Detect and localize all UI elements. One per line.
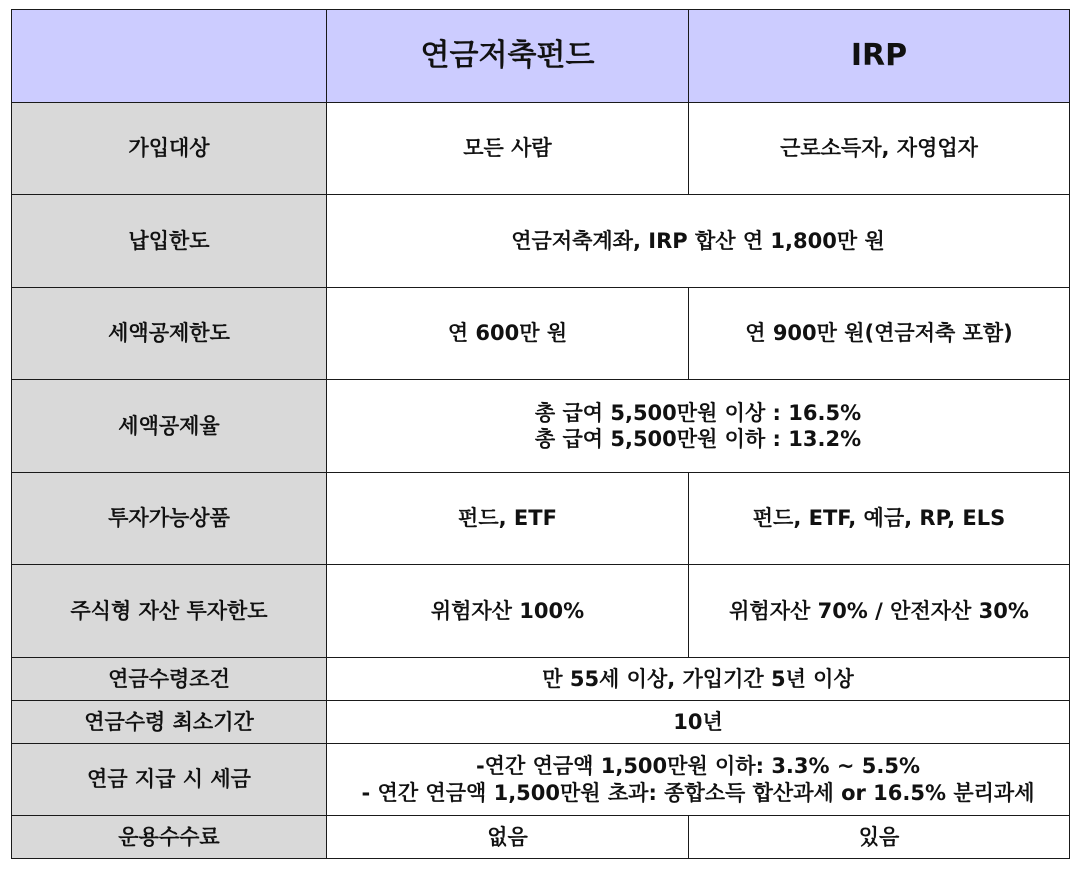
header-row bbox=[12, 10, 1070, 103]
row-label: 세액공제한도 bbox=[12, 288, 327, 380]
cell-line: 총 급여 5,500만원 이상 : 16.5% bbox=[534, 400, 862, 425]
cell-irp: 연 900만 원(연금저축 포함) bbox=[689, 288, 1070, 380]
cell-fund: 없음 bbox=[327, 816, 689, 859]
table-row bbox=[12, 103, 1070, 195]
cell-merged: 만 55세 이상, 가입기간 5년 이상 bbox=[327, 658, 1070, 701]
header-corner-cell bbox=[12, 10, 327, 103]
cell-line: 총 급여 5,500만원 이하 : 13.2% bbox=[534, 427, 862, 451]
row-label: 연금수령 최소기간 bbox=[12, 701, 327, 744]
row-label: 세액공제율 bbox=[12, 380, 327, 473]
cell-irp: 근로소득자, 자영업자 bbox=[689, 103, 1070, 195]
cell-irp: 있음 bbox=[689, 816, 1070, 859]
table-row bbox=[12, 565, 1070, 658]
table-row bbox=[12, 816, 1070, 859]
cell-fund: 위험자산 100% bbox=[327, 565, 689, 658]
cell-fund: 연 600만 원 bbox=[327, 288, 689, 380]
table-row bbox=[12, 195, 1070, 288]
row-label: 연금수령조건 bbox=[12, 658, 327, 701]
cell-irp: 위험자산 70% / 안전자산 30% bbox=[689, 565, 1070, 658]
cell-irp: 펀드, ETF, 예금, RP, ELS bbox=[689, 473, 1070, 565]
table-row bbox=[12, 658, 1070, 701]
header-pension-savings-fund: 연금저축펀드 bbox=[327, 10, 689, 103]
cell-merged: 10년 bbox=[327, 701, 1070, 744]
table-row bbox=[12, 701, 1070, 744]
row-label: 운용수수료 bbox=[12, 816, 327, 859]
table-row bbox=[12, 288, 1070, 380]
row-label: 가입대상 bbox=[12, 103, 327, 195]
cell-merged bbox=[327, 744, 1070, 816]
cell-line: -연간 연금액 1,500만원 이하: 3.3% ~ 5.5% bbox=[475, 754, 921, 779]
cell-fund: 모든 사람 bbox=[327, 103, 689, 195]
row-label: 주식형 자산 투자한도 bbox=[12, 565, 327, 658]
row-label: 납입한도 bbox=[12, 195, 327, 288]
comparison-table bbox=[11, 9, 1070, 859]
row-label: 연금 지급 시 세금 bbox=[12, 744, 327, 816]
table-row bbox=[12, 380, 1070, 473]
cell-line: - 연간 연금액 1,500만원 초과: 종합소득 합산과세 or 16.5% 분리과세 bbox=[361, 780, 1035, 805]
row-label: 투자가능상품 bbox=[12, 473, 327, 565]
cell-merged: 연금저축계좌, IRP 합산 연 1,800만 원 bbox=[327, 195, 1070, 288]
table-row bbox=[12, 744, 1070, 816]
cell-merged bbox=[327, 380, 1070, 473]
table-row bbox=[12, 473, 1070, 565]
cell-fund: 펀드, ETF bbox=[327, 473, 689, 565]
header-irp: IRP bbox=[689, 10, 1070, 103]
